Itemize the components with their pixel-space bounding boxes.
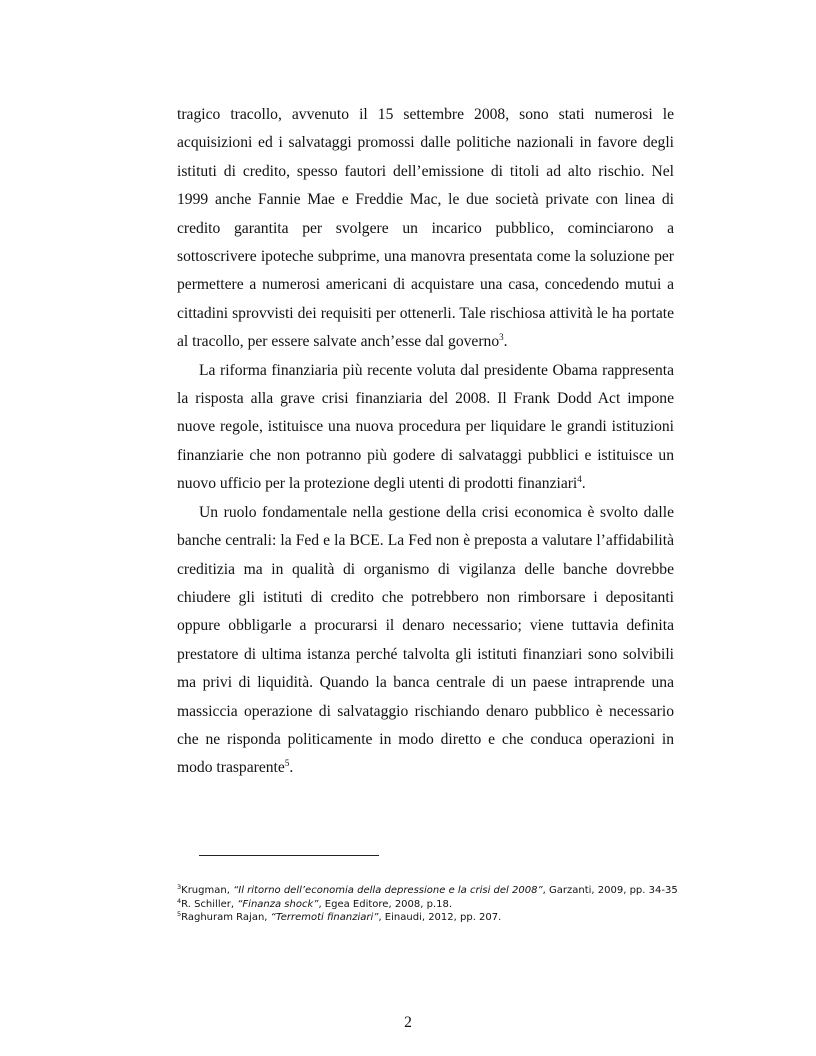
paragraph-1-text: tragico tracollo, avvenuto il 15 settembre 2008, sono stati numerosi le acquisizioni ed i salvataggi promossi dalle politiche nazionali in favore degli istituti di credito, spesso fautori dell’emissione di titoli ad alto rischio. Nel 1999 anche Fannie Mae e Freddie Mac, le due società private con linea di credito garantita per svolgere un incarico pubblico, cominciarono a sottoscrivere ipoteche subprime, una manovra presentata come la soluzione per permettere a numerosi americani di acquistare una casa, concedendo mutui a cittadini sprovvisti dei requisiti per ottenerli. Tale rischiosa attività le ha portate al tracollo, per essere salvate anch’esse dal governo [177, 106, 674, 351]
paragraph-3 [177, 499, 674, 783]
footnote-ref-3[interactable]: 3 [499, 332, 504, 343]
paragraph-2 [177, 357, 674, 499]
paragraph-3-text: Un ruolo fondamentale nella gestione della crisi economica è svolto dalle banche centrali: la Fed e la BCE. La Fed non è preposta a valutare l’affidabilità creditizia ma in qualità di organismo di vigilanza delle banche dovrebbe chiudere gli istituti di credito che potrebbero non rimborsare i depositanti oppure obbligarle a procurarsi il denaro necessario; viene tuttavia definita prestatore di ultima istanza perché talvolta gli istituti finanziari sono solvibili ma privi di liquidità. Quando la banca centrale di un paese intraprende una massiccia operazione di salvataggio rischiando denaro pubblico è necessario che ne risponda politicamente in modo diretto e che conduca operazioni in modo trasparente [177, 503, 674, 777]
footnote-number: 5 [177, 910, 182, 918]
footnote-title: “Finanza shock” [237, 898, 319, 910]
page-number: 2 [404, 1014, 412, 1031]
footnote-number: 4 [177, 896, 182, 905]
paragraph-3-end: . [289, 759, 294, 777]
footnote-5 [177, 911, 687, 925]
footnote-author: Raghuram Rajan, [181, 912, 271, 923]
footnote-author: R. Schiller, [181, 898, 238, 910]
paragraph-1 [177, 101, 674, 357]
footnote-number: 3 [177, 883, 182, 891]
paragraph-2-end: . [581, 475, 586, 493]
footnote-publisher: , Garzanti, 2009, pp. 34-35 [542, 885, 678, 896]
footnotes [177, 884, 687, 925]
footnote-separator [199, 855, 379, 856]
body-text [177, 101, 674, 783]
footnote-publisher: , Einaudi, 2012, pp. 207. [378, 912, 502, 923]
footnote-publisher: , Egea Editore, 2008, p.18. [318, 898, 453, 910]
footnote-ref-5[interactable]: 5 [284, 758, 290, 769]
footnote-4 [177, 898, 687, 912]
footnote-ref-4[interactable]: 4 [577, 474, 582, 485]
footnote-author: Krugman, [181, 885, 234, 896]
footnote-title: “Terremoti finanziari” [270, 912, 379, 923]
paragraph-1-end: . [503, 333, 508, 351]
footnote-title: “Il ritorno dell’economia della depressione e la crisi del 2008” [233, 885, 543, 896]
paragraph-2-text: La riforma finanziaria più recente voluta dal presidente Obama rappresenta la risposta alla grave crisi finanziaria del 2008. Il Frank Dodd Act impone nuove regole, istituisce una nuova procedura per liquidare le grandi istituzioni finanziarie che non potranno più godere di salvataggi pubblici e istituisce un nuovo ufficio per la protezione degli utenti di prodotti finanziari [177, 361, 674, 493]
footnote-3 [177, 884, 687, 898]
